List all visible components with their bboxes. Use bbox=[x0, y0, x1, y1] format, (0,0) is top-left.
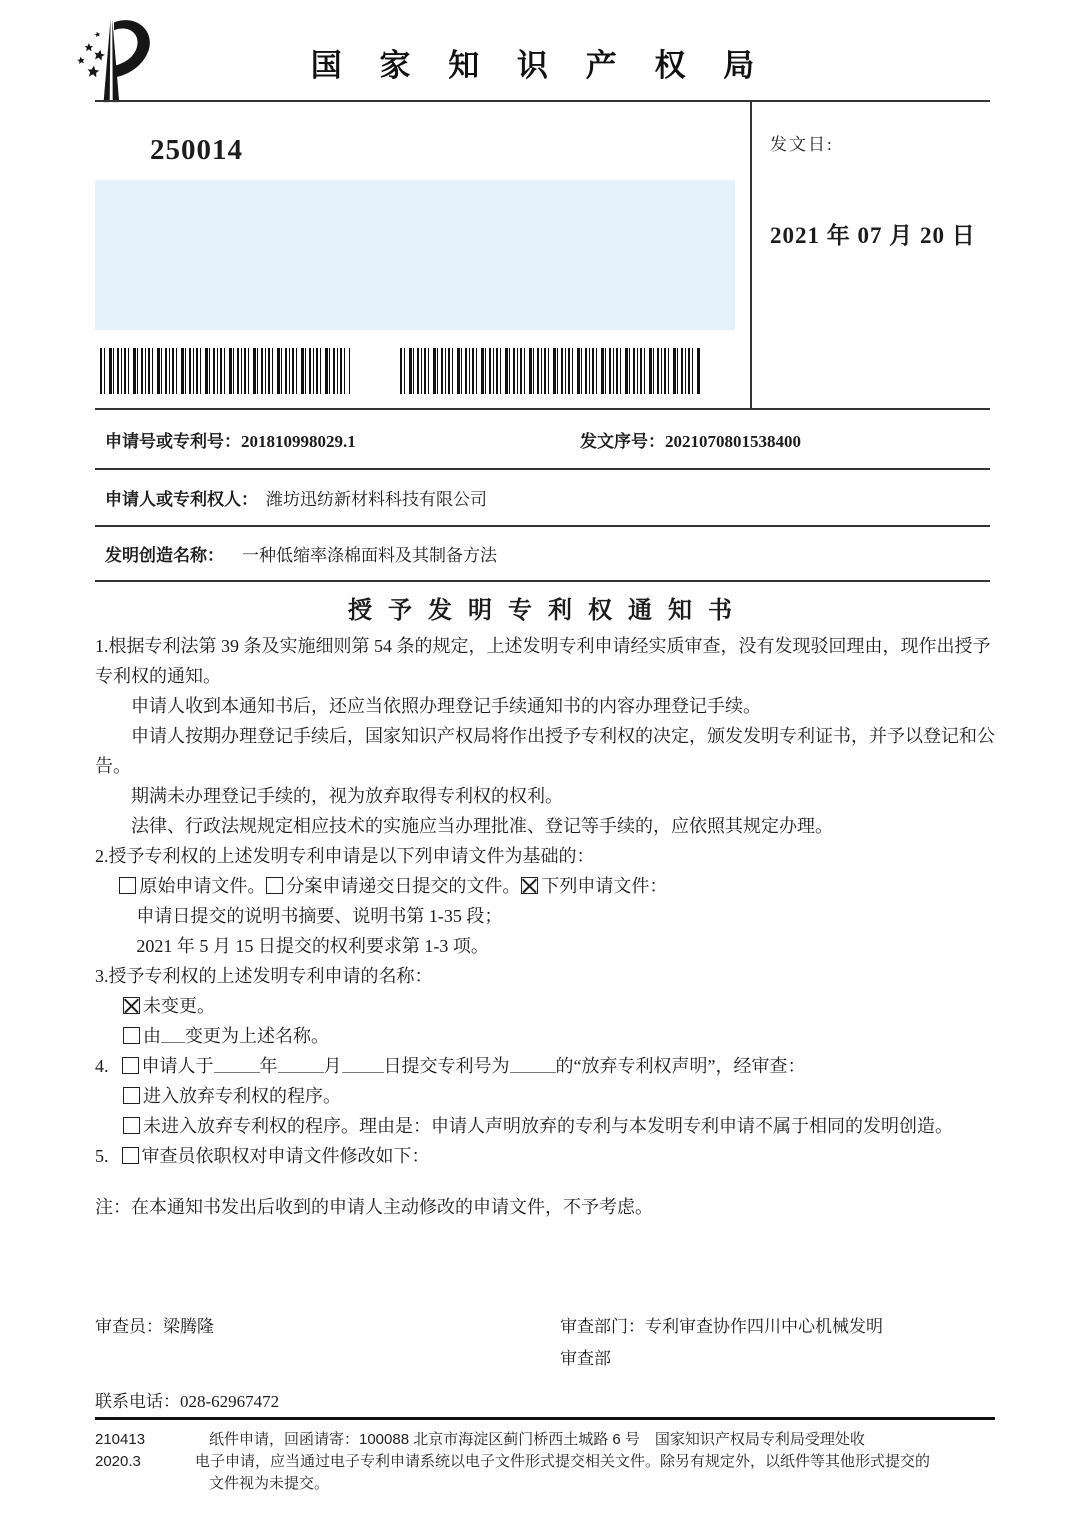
examiner-label: 审查员： bbox=[95, 1317, 163, 1336]
meta-box bbox=[95, 100, 990, 410]
notice-line bbox=[95, 931, 995, 961]
notice-segment: 分案申请递交日提交的文件。 bbox=[286, 876, 521, 896]
notice-segment: 期满未办理登记手续的，视为放弃取得专利权的权利。 bbox=[131, 786, 563, 806]
footer-line-2: 电子申请，应当通过电子专利申请系统以电子文件形式提交相关文件。除另有规定外，以纸件等其他形式提交的 bbox=[195, 1453, 931, 1470]
invention-name-row bbox=[95, 527, 990, 582]
department-line2: 审查部 bbox=[560, 1349, 611, 1368]
notice-line bbox=[95, 721, 995, 781]
notice-line bbox=[95, 811, 995, 841]
notice-segment: 日提交专利号为 bbox=[383, 1056, 510, 1076]
serial-number-value: 2021070801538400 bbox=[665, 431, 801, 451]
notice-line bbox=[95, 631, 995, 691]
notice-line bbox=[95, 991, 995, 1021]
notice-segment: 未变更。 bbox=[143, 996, 215, 1016]
examiner-field bbox=[95, 1311, 560, 1375]
checkbox-icon bbox=[119, 877, 136, 894]
notice-title: 授 予 发 明 专 利 权 通 知 书 bbox=[348, 598, 737, 624]
notice-segment: 进入放弃专利权的程序。 bbox=[143, 1086, 341, 1106]
notice-segment: 申请人于 bbox=[141, 1056, 214, 1076]
notice-line bbox=[95, 1141, 995, 1171]
barcode-left bbox=[100, 348, 350, 394]
phone-value: 028-62967472 bbox=[180, 1392, 280, 1411]
notice-segment: 未进入放弃专利权的程序。理由是：申请人声明放弃的专利与本发明专利申请不属于相同的发明创造。 bbox=[143, 1116, 953, 1136]
issue-date-cell bbox=[750, 102, 990, 408]
notice-segment: 4. bbox=[95, 1056, 109, 1076]
notice-segment: 5. bbox=[95, 1146, 109, 1166]
notice-segment: 申请日提交的说明书摘要、说明书第 1-35 段； bbox=[136, 906, 503, 926]
notice-segment: 法律、行政法规规定相应技术的实施应当办理批准、登记等手续的，应依照其规定办理。 bbox=[131, 816, 833, 836]
applicant-row bbox=[95, 470, 990, 527]
notice-line bbox=[95, 1051, 995, 1081]
notice-line bbox=[95, 1021, 995, 1051]
blank-underline bbox=[278, 1058, 324, 1073]
blank-underline bbox=[161, 1028, 185, 1043]
blank-underline bbox=[342, 1058, 384, 1073]
notice-code: 250014 bbox=[150, 134, 243, 166]
checkbox-icon bbox=[122, 1057, 139, 1074]
department-field bbox=[560, 1311, 883, 1375]
notice-segment: 1.根据专利法第 39 条及实施细则第 54 条的规定，上述发明专利申请经实质审查，没有发现驳回理由，现作出授予专利权的通知。 bbox=[95, 636, 991, 686]
notice-line bbox=[95, 961, 995, 991]
checkbox-checked-icon bbox=[521, 877, 538, 894]
blank-underline bbox=[214, 1058, 260, 1073]
notice-line bbox=[95, 691, 995, 721]
applicant-value: 潍坊迅纺新材料科技有限公司 bbox=[266, 490, 487, 509]
serial-number-label: 发文序号： bbox=[580, 431, 665, 451]
notice-segment: 的“放弃专利权声明”，经审查： bbox=[555, 1056, 806, 1076]
notice-line bbox=[95, 781, 995, 811]
notice-segment: 3.授予专利权的上述发明专利申请的名称： bbox=[95, 966, 433, 986]
barcode-row bbox=[95, 348, 750, 394]
notice-segment: 审查员依职权对申请文件修改如下： bbox=[141, 1146, 430, 1166]
checkbox-icon bbox=[122, 1147, 139, 1164]
footer-code-2: 2020.3 bbox=[95, 1453, 141, 1470]
department-line1: 专利审查协作四川中心机械发明 bbox=[645, 1317, 883, 1336]
notice-line bbox=[95, 901, 995, 931]
barcode-right bbox=[400, 348, 700, 394]
notice-line bbox=[95, 841, 995, 871]
footer-codes bbox=[95, 1429, 195, 1495]
invention-name-label: 发明创造名称： bbox=[105, 546, 224, 565]
phone-label: 联系电话： bbox=[95, 1392, 180, 1411]
application-number-field bbox=[105, 427, 480, 452]
meta-left-cell bbox=[95, 102, 750, 408]
footer-text bbox=[195, 1429, 990, 1495]
application-number-row bbox=[95, 410, 990, 470]
application-number-label: 申请号或专利号： bbox=[105, 431, 241, 451]
notice-segment: 原始申请文件。 bbox=[139, 876, 266, 896]
notice-segment: 2021 年 5 月 15 日提交的权利要求第 1-3 项。 bbox=[136, 936, 489, 956]
notice-segment: 申请人按期办理登记手续后，国家知识产权局将作出授予专利权的决定，颁发发明专利证书，并予以登记和公告。 bbox=[95, 726, 995, 776]
checkbox-checked-icon bbox=[123, 997, 140, 1014]
notice-segment: 下列申请文件： bbox=[541, 876, 668, 896]
phone-field bbox=[95, 1387, 990, 1412]
applicant-label: 申请人或专利权人： bbox=[105, 490, 258, 509]
notice-segment: 2.授予专利权的上述发明专利申请是以下列申请文件为基础的： bbox=[95, 846, 595, 866]
notice-segment: 月 bbox=[323, 1056, 342, 1076]
issue-date-value: 2021 年 07 月 20 日 bbox=[770, 223, 976, 248]
issue-date-label: 发文日: bbox=[770, 135, 834, 154]
checkbox-icon bbox=[123, 1027, 140, 1044]
agency-title: 国 家 知 识 产 权 局 bbox=[310, 48, 770, 83]
notice-segment: 由 bbox=[143, 1026, 161, 1046]
notice-line bbox=[95, 871, 995, 901]
footer-line-1: 纸件申请，回函请寄：100088 北京市海淀区蓟门桥西土城路 6 号 国家知识产权局专利局受理处收 bbox=[209, 1431, 865, 1448]
footer bbox=[95, 1417, 995, 1495]
signature-block bbox=[95, 1311, 990, 1375]
note-line: 注：在本通知书发出后收到的申请人主动修改的申请文件，不予考虑。 bbox=[95, 1197, 653, 1217]
notice-segment: 变更为上述名称。 bbox=[185, 1026, 329, 1046]
examiner-name: 梁腾隆 bbox=[163, 1317, 214, 1336]
footer-line-3: 文件视为未提交。 bbox=[209, 1475, 330, 1492]
department-label: 审查部门： bbox=[560, 1317, 645, 1336]
notice-line bbox=[95, 1081, 995, 1111]
checkbox-icon bbox=[266, 877, 283, 894]
checkbox-icon bbox=[123, 1117, 140, 1134]
checkbox-icon bbox=[123, 1087, 140, 1104]
address-redaction-box bbox=[95, 180, 735, 330]
notice-segment: 申请人收到本通知书后，还应当依照办理登记手续通知书的内容办理登记手续。 bbox=[131, 696, 761, 716]
document-body bbox=[95, 100, 995, 1412]
footer-code-1: 210413 bbox=[95, 1431, 146, 1448]
serial-number-field bbox=[580, 427, 801, 452]
invention-name-value: 一种低缩率涤棉面料及其制备方法 bbox=[242, 546, 497, 565]
notice-segment: 年 bbox=[259, 1056, 278, 1076]
notice-text bbox=[95, 631, 995, 1171]
blank-underline bbox=[510, 1058, 556, 1073]
document-header bbox=[0, 0, 1080, 100]
notice-line bbox=[95, 1111, 995, 1141]
application-number-value: 201810998029.1 bbox=[241, 431, 356, 451]
